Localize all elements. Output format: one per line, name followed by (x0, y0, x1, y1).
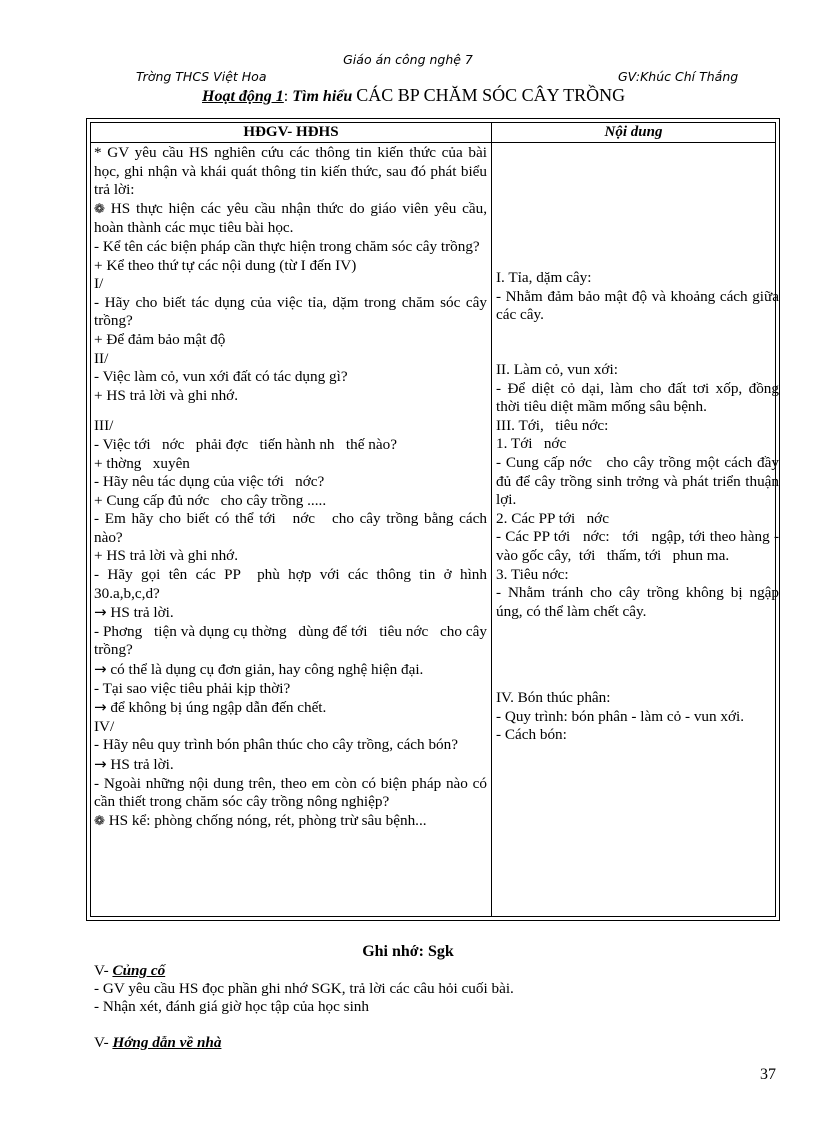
list-item: - Nhằm đảm bảo mật độ và khoảng cách giữa các cây. (496, 287, 783, 324)
list-item: - Ngoài những nội dung trên, theo em còn có biện pháp nào có cần thiết trong chăm sóc cây trồng nông nghiệp? (94, 774, 491, 811)
list-item: + Để đảm bảo mật độ (94, 330, 226, 348)
list-item: - Hãy cho biết tác dụng của việc tỉa, dặm trong chăm sóc cây trồng? (94, 293, 491, 330)
activity-intro: Tìm hiểu (288, 88, 357, 105)
list-item: II/ (94, 349, 109, 367)
list-item: + Cung cấp đủ nớc cho cây trồng ..... (94, 491, 327, 509)
list-item: ❁ HS kể: phòng chống nóng, rét, phòng trừ sâu bệnh... (94, 811, 427, 829)
list-item: 3. Tiêu nớc: (496, 565, 569, 583)
activity-heading (202, 85, 625, 106)
remember-note: Ghi nhớ: Sgk (362, 943, 454, 960)
list-item: - Kể tên các biện pháp cần thực hiện trong chăm sóc cây trồng? (94, 237, 480, 255)
list-item: → có thể là dụng cụ đơn giản, hay công nghệ hiện đại. (94, 660, 424, 679)
list-item: - Phơng tiện và dụng cụ thờng dùng để tới tiêu nớc cho cây trồng? (94, 622, 491, 659)
list-item: + Kể theo thứ tự các nội dung (từ I đến IV) (94, 256, 357, 274)
list-item: → để không bị úng ngập dẫn đến chết. (94, 698, 327, 717)
list-item: III. Tới, tiêu nớc: (496, 416, 609, 434)
school-name: Trờng THCS Việt Hoa (136, 69, 267, 84)
arrow-right-icon: → (94, 755, 107, 773)
header-activities: HĐGV- HĐHS (243, 124, 339, 140)
list-item: - Tại sao việc tiêu phải kịp thời? (94, 679, 291, 697)
list-item: 2. Các PP tới nớc (496, 509, 609, 527)
list-item: - Nhận xét, đánh giá giờ học tập của học sinh (94, 998, 369, 1015)
header-divider (91, 142, 775, 143)
list-item: * GV yêu cầu HS nghiên cứu các thông tin kiến thức của bài học, ghi nhận và khái quát thông tin kiến thức, sau đó phát biểu trả lời: (94, 144, 491, 199)
arrow-right-icon: → (94, 603, 107, 622)
consolidation-section (94, 962, 784, 1016)
activities-column (94, 144, 491, 831)
list-item: I/ (94, 275, 104, 293)
list-item: - Hãy gọi tên các PP phù hợp với các thông tin ở hình 30.a,b,c,d? (94, 566, 491, 602)
list-item: - Cung cấp nớc cho cây trồng một cách đầy đủ để cây trồng sinh trởng và phát triển thuận lợi. (496, 453, 783, 509)
lesson-table (86, 118, 783, 921)
list-item: - Quy trình: bón phân - làm cỏ - vun xới. (496, 707, 745, 725)
activity-topic: CÁC BP CHĂM SÓC CÂY TRỒNG (356, 85, 626, 105)
homework-title: Hớng dẫn về nhà (112, 1034, 222, 1051)
list-item: 1. Tới nớc (496, 435, 567, 453)
header-content: Nội dung (604, 124, 663, 140)
gear-icon: ❁ (94, 201, 105, 217)
column-divider (491, 123, 492, 916)
list-item: ❁ HS thực hiện các yêu cầu nhận thức do giáo viên yêu cầu, hoàn thành các mục tiêu bài học. (94, 199, 491, 237)
list-item: IV. Bón thúc phân: (496, 689, 611, 706)
table-inner (90, 122, 783, 917)
list-item: - Hãy nêu quy trình bón phân thúc cho cây trồng, cách bón? (94, 736, 458, 754)
content-section-2 (496, 361, 783, 621)
document-header-title: Giáo án công nghệ 7 (343, 52, 473, 67)
list-item: - Để diệt cỏ dại, làm cho đất tơi xốp, đồng thời tiêu diệt mầm mống sâu bệnh. (496, 379, 783, 416)
list-item: → HS trả lời. (94, 755, 174, 773)
list-item: II. Làm cỏ, vun xới: (496, 361, 618, 378)
arrow-right-icon: → (94, 660, 107, 679)
list-item: + HS trả lời và ghi nhớ. (94, 547, 239, 565)
content-section-4 (496, 689, 779, 745)
list-item: - GV yêu cầu HS đọc phần ghi nhớ SGK, trả lời các câu hỏi cuối bài. (94, 980, 514, 997)
list-item: IV/ (94, 717, 115, 735)
list-item: - Nhằm tránh cho cây trồng không bị ngập úng, có thể làm chết cây. (496, 584, 783, 620)
list-item: - Hãy nêu tác dụng của việc tới nớc? (94, 473, 325, 491)
list-item: + HS trả lời và ghi nhớ. (94, 386, 239, 404)
gear-icon: ❁ (94, 813, 105, 829)
list-item: I. Tỉa, dặm cây: (496, 269, 592, 286)
homework-section: V- Hớng dẫn về nhà (94, 1034, 222, 1051)
activity-sep: : (283, 88, 289, 105)
list-item: - Việc làm cỏ, vun xới đất có tác dụng gì? (94, 368, 348, 386)
content-section-1 (496, 269, 783, 325)
section-heading: V- Củng cố (94, 962, 166, 979)
activity-label: Hoạt động 1 (202, 88, 284, 105)
list-item: - Các PP tới nớc: tới ngập, tới theo hàng - vào gốc cây, tới thấm, tới phun ma. (496, 528, 783, 564)
consolidation-title: Củng cố (112, 962, 166, 979)
teacher-name: GV:Khúc Chí Thắng (618, 69, 739, 84)
list-item: - Em hãy cho biết có thể tới nớc cho cây trồng bằng cách nào? (94, 510, 491, 546)
page-number: 37 (760, 1066, 776, 1083)
list-item: III/ (94, 417, 114, 435)
arrow-right-icon: → (94, 698, 107, 717)
list-item: + thờng xuyên (94, 454, 190, 472)
list-item: - Việc tới nớc phải đợc tiến hành nh thế nào? (94, 435, 397, 453)
list-item: → HS trả lời. (94, 603, 174, 622)
list-item: - Cách bón: (496, 726, 567, 744)
